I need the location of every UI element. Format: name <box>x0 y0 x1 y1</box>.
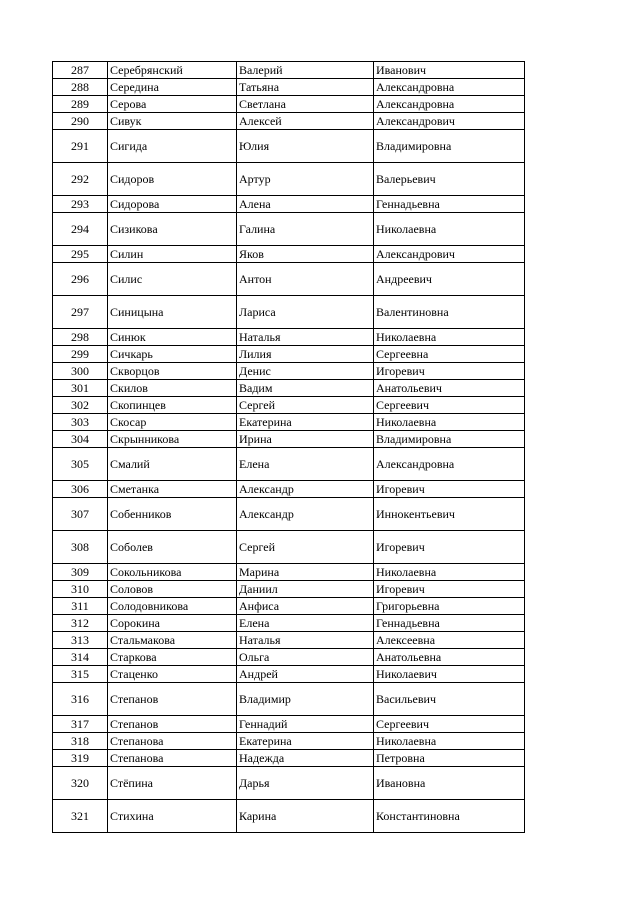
patronymic-cell: Николаевна <box>374 213 525 246</box>
first-name-cell: Алена <box>237 196 374 213</box>
row-number: 315 <box>53 666 108 683</box>
first-name-cell: Валерий <box>237 62 374 79</box>
table-row <box>53 346 525 363</box>
patronymic-cell: Александровна <box>374 79 525 96</box>
surname-cell: Солодовникова <box>108 598 237 615</box>
table-row <box>53 130 525 163</box>
surname-cell: Скопинцев <box>108 397 237 414</box>
patronymic-cell: Сергеевна <box>374 346 525 363</box>
first-name-cell: Антон <box>237 263 374 296</box>
first-name-cell: Анфиса <box>237 598 374 615</box>
table-row <box>53 163 525 196</box>
row-number: 291 <box>53 130 108 163</box>
patronymic-cell: Александрович <box>374 113 525 130</box>
first-name-cell: Владимир <box>237 683 374 716</box>
surname-cell: Скосар <box>108 414 237 431</box>
surname-cell: Синицына <box>108 296 237 329</box>
first-name-cell: Александр <box>237 481 374 498</box>
surname-cell: Степанов <box>108 683 237 716</box>
patronymic-cell: Игоревич <box>374 581 525 598</box>
surname-cell: Сигида <box>108 130 237 163</box>
patronymic-cell: Александровна <box>374 448 525 481</box>
patronymic-cell: Игоревич <box>374 363 525 380</box>
row-number: 301 <box>53 380 108 397</box>
patronymic-cell: Владимировна <box>374 431 525 448</box>
row-number: 298 <box>53 329 108 346</box>
first-name-cell: Наталья <box>237 632 374 649</box>
patronymic-cell: Анатольевич <box>374 380 525 397</box>
table-row <box>53 531 525 564</box>
names-table <box>52 61 525 833</box>
row-number: 303 <box>53 414 108 431</box>
first-name-cell: Артур <box>237 163 374 196</box>
table-row <box>53 632 525 649</box>
first-name-cell: Андрей <box>237 666 374 683</box>
first-name-cell: Галина <box>237 213 374 246</box>
row-number: 290 <box>53 113 108 130</box>
row-number: 306 <box>53 481 108 498</box>
table-row <box>53 498 525 531</box>
patronymic-cell: Анатольевна <box>374 649 525 666</box>
patronymic-cell: Николаевна <box>374 733 525 750</box>
first-name-cell: Дарья <box>237 767 374 800</box>
table-row <box>53 683 525 716</box>
surname-cell: Степанова <box>108 750 237 767</box>
row-number: 320 <box>53 767 108 800</box>
surname-cell: Старкова <box>108 649 237 666</box>
table-row <box>53 329 525 346</box>
patronymic-cell: Александровна <box>374 96 525 113</box>
table-row <box>53 296 525 329</box>
table-row <box>53 62 525 79</box>
surname-cell: Серебрянский <box>108 62 237 79</box>
surname-cell: Степанова <box>108 733 237 750</box>
table-row <box>53 481 525 498</box>
table-row <box>53 96 525 113</box>
row-number: 296 <box>53 263 108 296</box>
row-number: 299 <box>53 346 108 363</box>
first-name-cell: Яков <box>237 246 374 263</box>
patronymic-cell: Андреевич <box>374 263 525 296</box>
surname-cell: Сметанка <box>108 481 237 498</box>
surname-cell: Скворцов <box>108 363 237 380</box>
patronymic-cell: Петровна <box>374 750 525 767</box>
patronymic-cell: Васильевич <box>374 683 525 716</box>
table-body <box>53 62 525 833</box>
first-name-cell: Екатерина <box>237 414 374 431</box>
surname-cell: Собенников <box>108 498 237 531</box>
table-row <box>53 649 525 666</box>
table-row <box>53 414 525 431</box>
surname-cell: Стихина <box>108 800 237 833</box>
row-number: 302 <box>53 397 108 414</box>
row-number: 308 <box>53 531 108 564</box>
patronymic-cell: Иванович <box>374 62 525 79</box>
patronymic-cell: Игоревич <box>374 481 525 498</box>
patronymic-cell: Александрович <box>374 246 525 263</box>
patronymic-cell: Алексеевна <box>374 632 525 649</box>
patronymic-cell: Ивановна <box>374 767 525 800</box>
first-name-cell: Елена <box>237 448 374 481</box>
row-number: 293 <box>53 196 108 213</box>
table-row <box>53 196 525 213</box>
surname-cell: Скрынникова <box>108 431 237 448</box>
first-name-cell: Александр <box>237 498 374 531</box>
row-number: 309 <box>53 564 108 581</box>
surname-cell: Сидоров <box>108 163 237 196</box>
first-name-cell: Надежда <box>237 750 374 767</box>
table-row <box>53 716 525 733</box>
surname-cell: Сизикова <box>108 213 237 246</box>
row-number: 305 <box>53 448 108 481</box>
first-name-cell: Ирина <box>237 431 374 448</box>
first-name-cell: Татьяна <box>237 79 374 96</box>
row-number: 287 <box>53 62 108 79</box>
first-name-cell: Елена <box>237 615 374 632</box>
first-name-cell: Сергей <box>237 397 374 414</box>
row-number: 294 <box>53 213 108 246</box>
surname-cell: Стальмакова <box>108 632 237 649</box>
row-number: 307 <box>53 498 108 531</box>
row-number: 318 <box>53 733 108 750</box>
first-name-cell: Геннадий <box>237 716 374 733</box>
table-row <box>53 581 525 598</box>
first-name-cell: Лилия <box>237 346 374 363</box>
row-number: 295 <box>53 246 108 263</box>
table-row <box>53 263 525 296</box>
row-number: 316 <box>53 683 108 716</box>
table-row <box>53 666 525 683</box>
first-name-cell: Денис <box>237 363 374 380</box>
patronymic-cell: Валентиновна <box>374 296 525 329</box>
surname-cell: Скилов <box>108 380 237 397</box>
surname-cell: Стёпина <box>108 767 237 800</box>
table-row <box>53 113 525 130</box>
row-number: 300 <box>53 363 108 380</box>
table-row <box>53 598 525 615</box>
table-row <box>53 380 525 397</box>
patronymic-cell: Григорьевна <box>374 598 525 615</box>
table-row <box>53 397 525 414</box>
first-name-cell: Лариса <box>237 296 374 329</box>
first-name-cell: Светлана <box>237 96 374 113</box>
patronymic-cell: Сергеевич <box>374 397 525 414</box>
patronymic-cell: Иннокентьевич <box>374 498 525 531</box>
surname-cell: Соболев <box>108 531 237 564</box>
patronymic-cell: Николаевна <box>374 414 525 431</box>
row-number: 297 <box>53 296 108 329</box>
surname-cell: Сидорова <box>108 196 237 213</box>
first-name-cell: Наталья <box>237 329 374 346</box>
table-row <box>53 448 525 481</box>
row-number: 321 <box>53 800 108 833</box>
first-name-cell: Даниил <box>237 581 374 598</box>
first-name-cell: Ольга <box>237 649 374 666</box>
row-number: 304 <box>53 431 108 448</box>
first-name-cell: Алексей <box>237 113 374 130</box>
table-row <box>53 431 525 448</box>
row-number: 311 <box>53 598 108 615</box>
first-name-cell: Вадим <box>237 380 374 397</box>
surname-cell: Середина <box>108 79 237 96</box>
surname-cell: Сокольникова <box>108 564 237 581</box>
row-number: 312 <box>53 615 108 632</box>
patronymic-cell: Геннадьевна <box>374 615 525 632</box>
table-row <box>53 767 525 800</box>
patronymic-cell: Константиновна <box>374 800 525 833</box>
table-row <box>53 733 525 750</box>
patronymic-cell: Николаевна <box>374 564 525 581</box>
table-row <box>53 750 525 767</box>
surname-cell: Силин <box>108 246 237 263</box>
row-number: 289 <box>53 96 108 113</box>
first-name-cell: Сергей <box>237 531 374 564</box>
table-row <box>53 800 525 833</box>
table-row <box>53 213 525 246</box>
table-row <box>53 363 525 380</box>
surname-cell: Смалий <box>108 448 237 481</box>
surname-cell: Соловов <box>108 581 237 598</box>
row-number: 313 <box>53 632 108 649</box>
surname-cell: Сичкарь <box>108 346 237 363</box>
surname-cell: Серова <box>108 96 237 113</box>
first-name-cell: Екатерина <box>237 733 374 750</box>
surname-cell: Сорокина <box>108 615 237 632</box>
row-number: 288 <box>53 79 108 96</box>
patronymic-cell: Николаевич <box>374 666 525 683</box>
first-name-cell: Карина <box>237 800 374 833</box>
patronymic-cell: Сергеевич <box>374 716 525 733</box>
row-number: 292 <box>53 163 108 196</box>
first-name-cell: Юлия <box>237 130 374 163</box>
surname-cell: Сивук <box>108 113 237 130</box>
row-number: 314 <box>53 649 108 666</box>
first-name-cell: Марина <box>237 564 374 581</box>
row-number: 317 <box>53 716 108 733</box>
patronymic-cell: Геннадьевна <box>374 196 525 213</box>
patronymic-cell: Владимировна <box>374 130 525 163</box>
surname-cell: Степанов <box>108 716 237 733</box>
table-row <box>53 564 525 581</box>
table-row <box>53 246 525 263</box>
patronymic-cell: Игоревич <box>374 531 525 564</box>
surname-cell: Синюк <box>108 329 237 346</box>
patronymic-cell: Валерьевич <box>374 163 525 196</box>
surname-cell: Стаценко <box>108 666 237 683</box>
row-number: 319 <box>53 750 108 767</box>
patronymic-cell: Николаевна <box>374 329 525 346</box>
table-row <box>53 615 525 632</box>
surname-cell: Силис <box>108 263 237 296</box>
table-row <box>53 79 525 96</box>
row-number: 310 <box>53 581 108 598</box>
